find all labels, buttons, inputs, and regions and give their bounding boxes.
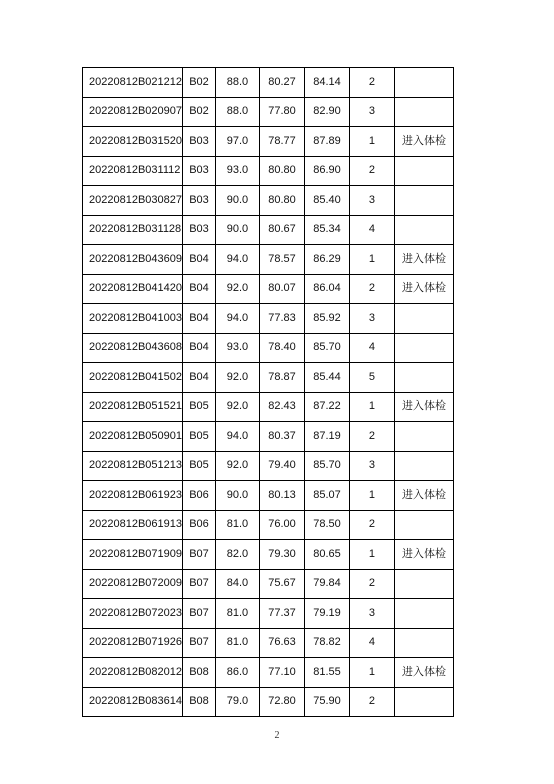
cell-interview-score: 72.80 bbox=[259, 687, 304, 717]
cell-written-score: 92.0 bbox=[215, 451, 259, 481]
cell-post-code: B06 bbox=[182, 510, 215, 540]
table-row bbox=[83, 451, 454, 481]
cell-written-score: 81.0 bbox=[215, 510, 259, 540]
cell-rank: 4 bbox=[349, 215, 394, 245]
cell-post-code: B04 bbox=[182, 333, 215, 363]
cell-post-code: B02 bbox=[182, 97, 215, 127]
cell-post-code: B07 bbox=[182, 540, 215, 570]
cell-interview-score: 78.40 bbox=[259, 333, 304, 363]
cell-note bbox=[394, 156, 453, 186]
cell-candidate-id: 20220812B051521 bbox=[83, 392, 183, 422]
cell-total-score: 84.14 bbox=[304, 68, 349, 98]
cell-post-code: B02 bbox=[182, 68, 215, 98]
cell-written-score: 92.0 bbox=[215, 392, 259, 422]
cell-written-score: 97.0 bbox=[215, 127, 259, 157]
cell-post-code: B07 bbox=[182, 569, 215, 599]
table-row bbox=[83, 510, 454, 540]
cell-written-score: 93.0 bbox=[215, 333, 259, 363]
table-row bbox=[83, 97, 454, 127]
cell-post-code: B06 bbox=[182, 481, 215, 511]
cell-rank: 2 bbox=[349, 156, 394, 186]
cell-candidate-id: 20220812B061913 bbox=[83, 510, 183, 540]
table-row bbox=[83, 304, 454, 334]
cell-interview-score: 82.43 bbox=[259, 392, 304, 422]
cell-interview-score: 76.00 bbox=[259, 510, 304, 540]
cell-candidate-id: 20220812B051213 bbox=[83, 451, 183, 481]
table-row bbox=[83, 363, 454, 393]
table-row bbox=[83, 481, 454, 511]
table-row bbox=[83, 422, 454, 452]
cell-rank: 3 bbox=[349, 186, 394, 216]
cell-total-score: 87.19 bbox=[304, 422, 349, 452]
table-row bbox=[83, 333, 454, 363]
cell-candidate-id: 20220812B050901 bbox=[83, 422, 183, 452]
cell-candidate-id: 20220812B043609 bbox=[83, 245, 183, 275]
cell-total-score: 85.70 bbox=[304, 451, 349, 481]
cell-interview-score: 77.83 bbox=[259, 304, 304, 334]
cell-rank: 1 bbox=[349, 392, 394, 422]
cell-interview-score: 80.27 bbox=[259, 68, 304, 98]
cell-note bbox=[394, 68, 453, 98]
cell-post-code: B03 bbox=[182, 156, 215, 186]
cell-interview-score: 76.63 bbox=[259, 628, 304, 658]
cell-interview-score: 75.67 bbox=[259, 569, 304, 599]
cell-interview-score: 80.80 bbox=[259, 156, 304, 186]
cell-candidate-id: 20220812B031112 bbox=[83, 156, 183, 186]
cell-rank: 2 bbox=[349, 687, 394, 717]
cell-total-score: 78.50 bbox=[304, 510, 349, 540]
cell-note bbox=[394, 97, 453, 127]
cell-candidate-id: 20220812B072023 bbox=[83, 599, 183, 629]
cell-rank: 2 bbox=[349, 569, 394, 599]
table-row bbox=[83, 687, 454, 717]
page-number: 2 bbox=[274, 730, 280, 741]
cell-post-code: B07 bbox=[182, 599, 215, 629]
cell-candidate-id: 20220812B041420 bbox=[83, 274, 183, 304]
table-row bbox=[83, 68, 454, 98]
cell-total-score: 82.90 bbox=[304, 97, 349, 127]
cell-interview-score: 77.37 bbox=[259, 599, 304, 629]
cell-candidate-id: 20220812B083614 bbox=[83, 687, 183, 717]
cell-interview-score: 79.30 bbox=[259, 540, 304, 570]
cell-total-score: 86.29 bbox=[304, 245, 349, 275]
cell-total-score: 79.84 bbox=[304, 569, 349, 599]
cell-candidate-id: 20220812B020907 bbox=[83, 97, 183, 127]
cell-interview-score: 80.67 bbox=[259, 215, 304, 245]
cell-note bbox=[394, 569, 453, 599]
table-row bbox=[83, 186, 454, 216]
cell-candidate-id: 20220812B031520 bbox=[83, 127, 183, 157]
cell-rank: 2 bbox=[349, 422, 394, 452]
cell-rank: 1 bbox=[349, 540, 394, 570]
cell-note: 进入体检 bbox=[394, 658, 453, 688]
cell-interview-score: 80.07 bbox=[259, 274, 304, 304]
cell-note bbox=[394, 304, 453, 334]
cell-candidate-id: 20220812B082012 bbox=[83, 658, 183, 688]
cell-note: 进入体检 bbox=[394, 127, 453, 157]
table-row bbox=[83, 156, 454, 186]
cell-candidate-id: 20220812B041003 bbox=[83, 304, 183, 334]
cell-total-score: 85.44 bbox=[304, 363, 349, 393]
cell-candidate-id: 20220812B021212 bbox=[83, 68, 183, 98]
cell-interview-score: 78.77 bbox=[259, 127, 304, 157]
table-row bbox=[83, 245, 454, 275]
cell-note bbox=[394, 451, 453, 481]
cell-note: 进入体检 bbox=[394, 540, 453, 570]
cell-total-score: 75.90 bbox=[304, 687, 349, 717]
cell-written-score: 88.0 bbox=[215, 68, 259, 98]
cell-note bbox=[394, 333, 453, 363]
cell-written-score: 82.0 bbox=[215, 540, 259, 570]
cell-post-code: B05 bbox=[182, 451, 215, 481]
cell-rank: 2 bbox=[349, 274, 394, 304]
cell-written-score: 92.0 bbox=[215, 274, 259, 304]
cell-rank: 1 bbox=[349, 658, 394, 688]
table-row bbox=[83, 215, 454, 245]
cell-interview-score: 80.37 bbox=[259, 422, 304, 452]
cell-total-score: 80.65 bbox=[304, 540, 349, 570]
cell-post-code: B04 bbox=[182, 245, 215, 275]
table-row bbox=[83, 658, 454, 688]
cell-written-score: 94.0 bbox=[215, 304, 259, 334]
cell-rank: 3 bbox=[349, 97, 394, 127]
cell-written-score: 94.0 bbox=[215, 422, 259, 452]
cell-interview-score: 80.80 bbox=[259, 186, 304, 216]
cell-post-code: B05 bbox=[182, 422, 215, 452]
cell-written-score: 90.0 bbox=[215, 186, 259, 216]
cell-written-score: 79.0 bbox=[215, 687, 259, 717]
table-row bbox=[83, 127, 454, 157]
cell-post-code: B03 bbox=[182, 127, 215, 157]
cell-written-score: 93.0 bbox=[215, 156, 259, 186]
cell-post-code: B04 bbox=[182, 304, 215, 334]
cell-note bbox=[394, 510, 453, 540]
cell-note: 进入体检 bbox=[394, 245, 453, 275]
cell-rank: 1 bbox=[349, 245, 394, 275]
cell-written-score: 88.0 bbox=[215, 97, 259, 127]
cell-note: 进入体检 bbox=[394, 481, 453, 511]
cell-total-score: 87.89 bbox=[304, 127, 349, 157]
cell-total-score: 86.04 bbox=[304, 274, 349, 304]
cell-post-code: B03 bbox=[182, 186, 215, 216]
cell-total-score: 85.92 bbox=[304, 304, 349, 334]
cell-written-score: 81.0 bbox=[215, 628, 259, 658]
cell-total-score: 78.82 bbox=[304, 628, 349, 658]
cell-post-code: B03 bbox=[182, 215, 215, 245]
cell-post-code: B08 bbox=[182, 658, 215, 688]
cell-rank: 2 bbox=[349, 510, 394, 540]
table-row bbox=[83, 274, 454, 304]
table-row bbox=[83, 569, 454, 599]
cell-written-score: 81.0 bbox=[215, 599, 259, 629]
cell-candidate-id: 20220812B031128 bbox=[83, 215, 183, 245]
cell-rank: 3 bbox=[349, 304, 394, 334]
cell-total-score: 87.22 bbox=[304, 392, 349, 422]
cell-candidate-id: 20220812B043608 bbox=[83, 333, 183, 363]
cell-total-score: 85.70 bbox=[304, 333, 349, 363]
cell-total-score: 79.19 bbox=[304, 599, 349, 629]
cell-written-score: 90.0 bbox=[215, 215, 259, 245]
cell-note bbox=[394, 599, 453, 629]
cell-candidate-id: 20220812B071909 bbox=[83, 540, 183, 570]
cell-interview-score: 79.40 bbox=[259, 451, 304, 481]
cell-rank: 3 bbox=[349, 451, 394, 481]
cell-total-score: 86.90 bbox=[304, 156, 349, 186]
cell-total-score: 85.34 bbox=[304, 215, 349, 245]
table-row bbox=[83, 392, 454, 422]
cell-note bbox=[394, 215, 453, 245]
cell-note bbox=[394, 186, 453, 216]
cell-candidate-id: 20220812B030827 bbox=[83, 186, 183, 216]
cell-written-score: 94.0 bbox=[215, 245, 259, 275]
cell-note bbox=[394, 422, 453, 452]
cell-written-score: 90.0 bbox=[215, 481, 259, 511]
table-row bbox=[83, 540, 454, 570]
cell-rank: 2 bbox=[349, 68, 394, 98]
table-row bbox=[83, 599, 454, 629]
results-table-body bbox=[83, 68, 454, 717]
cell-candidate-id: 20220812B072009 bbox=[83, 569, 183, 599]
cell-note: 进入体检 bbox=[394, 274, 453, 304]
cell-rank: 3 bbox=[349, 599, 394, 629]
cell-post-code: B08 bbox=[182, 687, 215, 717]
cell-rank: 1 bbox=[349, 481, 394, 511]
cell-total-score: 85.07 bbox=[304, 481, 349, 511]
cell-post-code: B05 bbox=[182, 392, 215, 422]
cell-rank: 4 bbox=[349, 333, 394, 363]
cell-interview-score: 77.80 bbox=[259, 97, 304, 127]
cell-rank: 1 bbox=[349, 127, 394, 157]
cell-note bbox=[394, 363, 453, 393]
cell-note: 进入体检 bbox=[394, 392, 453, 422]
table-row bbox=[83, 628, 454, 658]
cell-rank: 4 bbox=[349, 628, 394, 658]
cell-post-code: B07 bbox=[182, 628, 215, 658]
cell-note bbox=[394, 687, 453, 717]
cell-interview-score: 77.10 bbox=[259, 658, 304, 688]
cell-candidate-id: 20220812B071926 bbox=[83, 628, 183, 658]
cell-written-score: 84.0 bbox=[215, 569, 259, 599]
cell-candidate-id: 20220812B041502 bbox=[83, 363, 183, 393]
cell-total-score: 85.40 bbox=[304, 186, 349, 216]
cell-interview-score: 78.87 bbox=[259, 363, 304, 393]
results-table bbox=[82, 67, 454, 717]
cell-candidate-id: 20220812B061923 bbox=[83, 481, 183, 511]
cell-note bbox=[394, 628, 453, 658]
cell-post-code: B04 bbox=[182, 363, 215, 393]
cell-written-score: 86.0 bbox=[215, 658, 259, 688]
cell-rank: 5 bbox=[349, 363, 394, 393]
cell-total-score: 81.55 bbox=[304, 658, 349, 688]
cell-interview-score: 78.57 bbox=[259, 245, 304, 275]
cell-post-code: B04 bbox=[182, 274, 215, 304]
cell-written-score: 92.0 bbox=[215, 363, 259, 393]
cell-interview-score: 80.13 bbox=[259, 481, 304, 511]
